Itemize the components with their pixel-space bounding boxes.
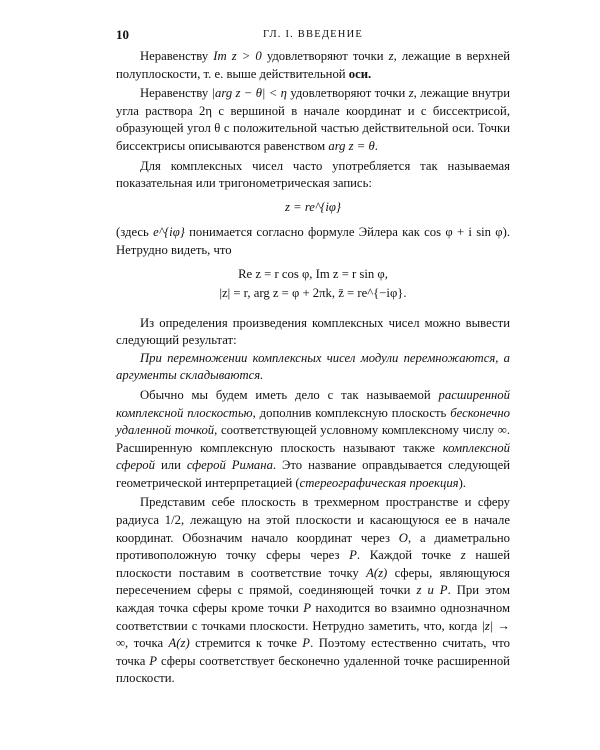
inequality: Im z > 0 bbox=[213, 49, 262, 63]
text: Неравенству bbox=[140, 86, 212, 101]
paragraph-product: Из определения произведения комплексных чисел можно вывести следующий результат: bbox=[116, 315, 510, 348]
text: сферы соответствует бесконечно удаленной точке расширенной плоскости. bbox=[116, 653, 510, 686]
text: ). bbox=[458, 475, 466, 490]
equation-block bbox=[116, 265, 510, 303]
paragraph-angle bbox=[116, 85, 510, 155]
text: , точка bbox=[125, 636, 169, 651]
paragraph-riemann-sphere bbox=[116, 387, 510, 493]
paragraph-theorem bbox=[116, 350, 510, 385]
text: нашей плоскости поставим в соответствие точку bbox=[116, 548, 510, 580]
text: понимается согласно формуле Эйлера как cos φ + i sin φ). Нетрудно видеть, что bbox=[116, 225, 510, 257]
equation-exponential: z = re^{iφ} bbox=[285, 199, 341, 214]
paragraph-stereographic bbox=[116, 494, 510, 688]
paragraph-euler bbox=[116, 224, 510, 259]
term: расширенной комплексной плоскостью bbox=[116, 387, 510, 420]
text: удовлетворяют точки bbox=[286, 86, 409, 101]
text: Представим себе плоскость в трехмерном пространстве и сферу радиуса 1/2, лежащую на этой плоскости и касающуюся ее в начале координат. Обозначим начало координат через bbox=[116, 495, 510, 545]
term: бесконечно удаленной точкой bbox=[116, 405, 510, 438]
text: , лежащие в верхней полуплоскости, т. е. выше действительной bbox=[116, 49, 510, 81]
variable: P bbox=[149, 653, 158, 668]
text: . При этом каждая точка сферы кроме точки bbox=[116, 583, 511, 616]
text: Обычно мы будем иметь дело с так называемой bbox=[140, 387, 439, 402]
book-page bbox=[116, 26, 510, 688]
running-head: ГЛ. I. ВВЕДЕНИЕ bbox=[263, 29, 363, 40]
variable: P bbox=[302, 636, 311, 651]
text: Неравенству bbox=[140, 49, 214, 63]
variable: P bbox=[303, 601, 312, 616]
variable: O bbox=[398, 530, 408, 545]
expression: |z| → ∞ bbox=[116, 618, 510, 651]
page-header bbox=[116, 26, 510, 48]
text: удовлетворяют точки bbox=[261, 49, 389, 63]
variable: P bbox=[349, 548, 357, 563]
term: комплексной сферой bbox=[116, 440, 510, 473]
text: . Поэтому естественно считать, что точка bbox=[116, 636, 510, 668]
term: сферой Римана bbox=[186, 458, 273, 473]
theorem-text: При перемножении комплексных чисел модули перемножаются, а аргументы складываются. bbox=[116, 350, 510, 383]
page-number: 10 bbox=[116, 27, 129, 42]
text: . bbox=[374, 138, 378, 153]
equation-line-2: |z| = r, arg z = φ + 2πk, z̄ = re^{−iφ}. bbox=[219, 285, 407, 300]
text: или bbox=[155, 458, 187, 473]
variable: A(z) bbox=[168, 636, 190, 651]
text: находится во взаимно однозначном соответствии с точками плоскости. Нетрудно заметить, что, когда bbox=[116, 601, 511, 633]
equation-inline: arg z = θ bbox=[328, 138, 375, 153]
text: сферы, являющуюся пересечением сферы с прямой, соединяющей точки bbox=[116, 565, 510, 598]
text: , дополнив комплексную плоскость bbox=[252, 405, 451, 420]
text: стремится к точке bbox=[189, 636, 303, 651]
inequality: |arg z − θ| < η bbox=[211, 86, 287, 101]
paragraph-upper-half-plane bbox=[116, 48, 510, 83]
paragraph-exponential-form: Для комплексных чисел часто употребляется так называемая показательная или тригонометрическая запись: bbox=[116, 158, 510, 191]
text: , лежащие внутри угла раствора 2η с вершиной в начале координат и с биссектрисой, образующей угол θ с положительной частью действительной оси. Точки биссектрисы описываются равенством bbox=[116, 86, 510, 153]
text: . Каждой точке bbox=[356, 548, 461, 563]
text: (здесь bbox=[116, 225, 154, 240]
variable: A(z) bbox=[366, 565, 388, 580]
text: , а диаметрально противоположную точку сферы через bbox=[116, 530, 510, 563]
text: , соответствующей условному комплексному числу ∞. Расширенную комплексную плоскость называют также bbox=[116, 423, 511, 455]
text-bold: оси. bbox=[348, 66, 372, 81]
variable: z bbox=[408, 86, 414, 101]
text: . Это название оправдывается следующей геометрической интерпретацией ( bbox=[116, 458, 510, 490]
expression: e^{iφ} bbox=[153, 225, 185, 240]
term: стереографическая проекция bbox=[299, 475, 459, 490]
equation-line-1: Re z = r cos φ, Im z = r sin φ, bbox=[238, 266, 388, 281]
variable: z bbox=[388, 49, 394, 63]
variable: z bbox=[460, 548, 466, 563]
variable: z и P bbox=[416, 583, 448, 598]
